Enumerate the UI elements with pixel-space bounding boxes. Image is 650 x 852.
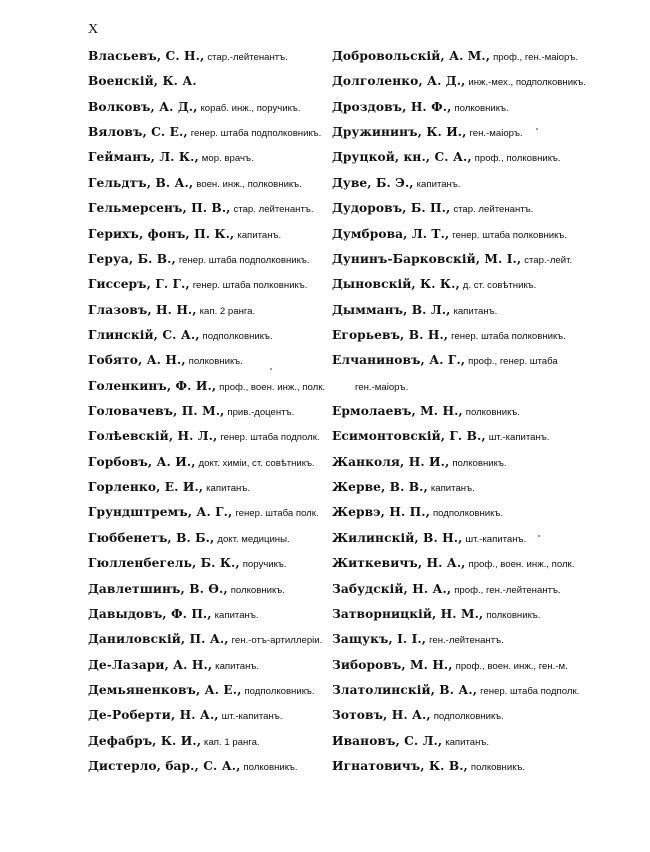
- entry-rank: полковникъ.: [188, 356, 243, 368]
- entry-name: Даниловскій, П. А.,: [88, 632, 229, 647]
- list-entry: [332, 425, 577, 450]
- entry-name: Военскій, К. А.: [88, 74, 197, 89]
- right-name-column: [332, 45, 586, 780]
- entry-name: Друцкой, кн., С. А.,: [332, 150, 472, 165]
- list-entry: [88, 755, 333, 780]
- list-entry: [88, 501, 333, 526]
- list-entry: [88, 552, 333, 577]
- entry-rank: докт. химіи, ст. совѣтникъ.: [198, 457, 315, 469]
- entry-name: Добровольскій, А. М.,: [332, 49, 491, 63]
- entry-rank: полковникъ.: [230, 584, 285, 596]
- entry-name: Есимонтовскій, Г. В.,: [332, 429, 486, 444]
- list-entry: [332, 223, 577, 248]
- entry-name: Голенкинъ, Ф. И.,: [88, 378, 217, 393]
- entry-rank: генер. штаба подполк.: [220, 432, 320, 444]
- entry-name: Дуве, Б. Э.,: [332, 175, 414, 190]
- entry-name: Гюлленбегель, Б. К.,: [88, 556, 240, 571]
- entry-rank: подполковникъ.: [432, 508, 504, 520]
- entry-name: Дроздовъ, Н. Ф.,: [332, 99, 452, 114]
- entry-name: Зиборовъ, М. Н.,: [332, 657, 453, 672]
- entry-name: Головачевъ, П. М.,: [88, 404, 225, 419]
- list-entry: [332, 476, 577, 501]
- entry-name: Жилинскій, В. Н.,: [332, 530, 463, 545]
- entry-rank: генер. штаба подполк.: [480, 685, 580, 697]
- entry-name: Златолинскій, В. А.,: [332, 682, 478, 697]
- entry-name: Геруа, Б. В.,: [88, 251, 176, 266]
- entry-name: Гюббенетъ, В. Б.,: [88, 530, 215, 545]
- entry-rank: кап. 2 ранга.: [199, 305, 256, 317]
- entry-name: Горленко, Е. И.,: [88, 480, 204, 495]
- left-name-column: [88, 45, 333, 780]
- entry-rank: генер. штаба полковникъ.: [451, 330, 566, 342]
- entry-rank: стар.-лейт.: [524, 254, 573, 266]
- entry-name: Глинскій, С. А.,: [88, 327, 200, 342]
- entry-name: Ермолаевъ, М. Н.,: [332, 404, 463, 419]
- list-entry: [88, 121, 333, 146]
- scan-speck: [538, 535, 540, 537]
- entry-name: Дефабръ, К. И.,: [88, 733, 202, 748]
- entry-rank: стар.-лейтенантъ.: [207, 52, 288, 63]
- list-entry: [332, 679, 580, 704]
- entry-rank: полковникъ.: [486, 609, 541, 621]
- entry-name: Власьевъ, С. Н.,: [88, 49, 205, 63]
- list-entry: [88, 146, 333, 171]
- entry-rank: генер. штаба полковникъ.: [192, 280, 308, 292]
- list-entry: [88, 730, 333, 755]
- entry-rank: шт.-капитанъ.: [221, 711, 283, 723]
- entry-rank: генер. штаба полк.: [235, 508, 319, 520]
- entry-rank: ген.-лейтенантъ.: [429, 635, 504, 647]
- entry-rank: генер. штаба подполковникъ.: [190, 128, 322, 140]
- entry-rank-continued: ген.-маіоръ.: [355, 381, 409, 393]
- list-entry: [332, 730, 577, 755]
- list-entry: [332, 603, 577, 628]
- entry-name: Гиссеръ, Г. Г.,: [88, 277, 190, 292]
- entry-rank: капитанъ.: [215, 660, 260, 672]
- entry-name: Де-Роберти, Н. А.,: [88, 708, 219, 723]
- entry-name: Жанколя, Н. И.,: [332, 454, 450, 469]
- list-entry: [332, 70, 586, 95]
- list-entry: [332, 400, 577, 425]
- scan-speck: [536, 128, 538, 130]
- entry-rank: полковникъ.: [470, 762, 526, 774]
- entry-name: Демьяненковъ, А. Е.,: [88, 682, 242, 697]
- list-entry: [88, 400, 333, 425]
- entry-rank: кораб. инж., поручикъ.: [200, 102, 301, 114]
- list-entry: [88, 527, 333, 552]
- list-entry: [88, 425, 333, 450]
- list-entry: [88, 654, 333, 679]
- entry-continuation: [332, 375, 577, 400]
- list-entry: [88, 70, 333, 95]
- list-entry: [88, 375, 333, 400]
- list-entry: [332, 578, 577, 603]
- entry-name: Герихъ, фонъ, П. К.,: [88, 226, 235, 241]
- entry-rank: капитанъ.: [416, 178, 461, 190]
- entry-rank: д. ст. совѣтникъ.: [462, 280, 537, 292]
- entry-name: Забудскій, Н. А.,: [332, 581, 452, 596]
- entry-rank: проф., воен. инж., ген.-м.: [455, 660, 568, 672]
- list-entry: [332, 172, 577, 197]
- entry-rank: инж.-мех., подполковникъ.: [468, 77, 586, 89]
- entry-rank: проф., генер. штаба: [468, 356, 558, 368]
- list-entry: [332, 628, 577, 653]
- list-entry: [88, 349, 333, 374]
- list-entry: [332, 527, 577, 552]
- list-entry: [88, 45, 333, 70]
- entry-rank: шт.-капитанъ.: [465, 533, 527, 545]
- list-entry: [332, 755, 577, 780]
- entry-rank: стар. лейтенантъ.: [233, 204, 314, 216]
- entry-rank: воен. инж., полковникъ.: [196, 178, 302, 190]
- entry-rank: проф., ген.-маіоръ.: [493, 52, 579, 63]
- entry-name: Думброва, Л. Т.,: [332, 226, 450, 241]
- entry-name: Игнатовичъ, К. В.,: [332, 759, 468, 774]
- entry-rank: капитанъ.: [430, 483, 475, 495]
- list-entry: [88, 197, 333, 222]
- list-entry: [332, 654, 577, 679]
- entry-name: Елчаниновъ, А. Г.,: [332, 353, 466, 368]
- entry-rank: проф., воен. инж., полк.: [219, 381, 326, 393]
- entry-rank: капитанъ.: [237, 229, 282, 241]
- entry-rank: ген.-отъ-артиллеріи.: [231, 635, 323, 647]
- entry-rank: полковникъ.: [452, 457, 507, 469]
- list-entry: [332, 146, 577, 171]
- entry-rank: поручикъ.: [242, 559, 287, 571]
- entry-rank: стар. лейтенантъ.: [453, 204, 534, 216]
- list-entry: [88, 324, 333, 349]
- entry-name: Житкевичъ, Н. А.,: [332, 556, 466, 571]
- list-entry: [88, 273, 333, 298]
- entry-rank: прив.-доцентъ.: [227, 407, 295, 419]
- list-entry: [332, 45, 577, 70]
- entry-rank: мор. врачъ.: [201, 153, 254, 165]
- list-entry: [332, 299, 577, 324]
- entry-name: Жервэ, Н. П.,: [332, 505, 430, 520]
- list-entry: [332, 552, 577, 577]
- entry-rank: подполковникъ.: [202, 330, 273, 342]
- entry-name: Гобято, А. Н.,: [88, 353, 186, 368]
- entry-rank: генер. штаба полковникъ.: [452, 229, 567, 241]
- entry-rank: подполковникъ.: [433, 711, 504, 723]
- entry-rank: ген.-маіоръ.: [469, 128, 523, 140]
- list-entry: [88, 248, 333, 273]
- entry-name: Давыдовъ, Ф. П.,: [88, 606, 212, 621]
- entry-name: Горбовъ, А. И.,: [88, 454, 196, 469]
- entry-name: Давлетшинъ, В. Ѳ.,: [88, 581, 228, 596]
- entry-name: Голѣевскій, Н. Л.,: [88, 429, 218, 444]
- list-entry: [332, 324, 577, 349]
- entry-name: Гельдтъ, В. А.,: [88, 175, 194, 190]
- entry-name: Дружининъ, К. И.,: [332, 125, 467, 140]
- entry-rank: капитанъ.: [453, 305, 498, 317]
- entry-name: Де-Лазари, А. Н.,: [88, 657, 213, 672]
- entry-rank: полковникъ.: [243, 762, 298, 774]
- list-entry: [88, 299, 333, 324]
- list-entry: [88, 628, 333, 653]
- entry-name: Дыновскій, К. К.,: [332, 277, 460, 292]
- entry-rank: подполковникъ.: [244, 685, 315, 697]
- list-entry: [88, 96, 333, 121]
- list-entry: [88, 679, 333, 704]
- list-entry: [88, 172, 333, 197]
- list-entry: [88, 223, 333, 248]
- entry-rank: докт. медицины.: [217, 533, 290, 545]
- list-entry: [332, 451, 577, 476]
- entry-name: Долголенко, А. Д.,: [332, 74, 466, 89]
- entry-name: Зотовъ, Н. А.,: [332, 708, 431, 723]
- entry-rank: капитанъ.: [445, 736, 490, 748]
- list-entry: [332, 197, 577, 222]
- scan-speck: [270, 368, 272, 370]
- entry-rank: шт.-капитанъ.: [488, 432, 550, 444]
- entry-rank: капитанъ.: [206, 483, 251, 495]
- entry-name: Глазовъ, Н. Н.,: [88, 302, 197, 317]
- entry-name: Грундштремъ, А. Г.,: [88, 505, 233, 520]
- entry-rank: кап. 1 ранга.: [204, 736, 260, 748]
- page-number: X: [88, 22, 99, 37]
- entry-name: Гельмерсенъ, П. В.,: [88, 201, 231, 216]
- entry-name: Ивановъ, С. Л.,: [332, 733, 443, 748]
- entry-rank: капитанъ.: [214, 609, 259, 621]
- list-entry: [88, 704, 333, 729]
- list-entry: [332, 704, 577, 729]
- entry-name: Дымманъ, В. Л.,: [332, 302, 451, 317]
- list-entry: [332, 96, 577, 121]
- entry-name: Дунинъ-Барковскій, М. І.,: [332, 251, 522, 266]
- entry-name: Дистерло, бар., С. А.,: [88, 759, 241, 774]
- list-entry: [332, 349, 577, 374]
- entry-name: Дудоровъ, Б. П.,: [332, 201, 451, 216]
- entry-rank: полковникъ.: [465, 407, 520, 419]
- list-entry: [332, 501, 577, 526]
- entry-rank: проф., воен. инж., полк.: [468, 559, 575, 571]
- entry-name: Егорьевъ, В. Н.,: [332, 327, 449, 342]
- list-entry: [88, 451, 333, 476]
- list-entry: [88, 578, 333, 603]
- entry-rank: проф., полковникъ.: [474, 153, 561, 165]
- entry-rank: проф., ген.-лейтенантъ.: [454, 584, 561, 596]
- entry-rank: полковникъ.: [454, 102, 509, 114]
- list-entry: [332, 121, 577, 146]
- list-entry: [332, 273, 577, 298]
- entry-name: Защукъ, І. І.,: [332, 632, 427, 647]
- list-entry: [332, 248, 577, 273]
- list-entry: [88, 603, 333, 628]
- entry-rank: генер. штаба подполковникъ.: [178, 254, 310, 266]
- entry-name: Вяловъ, С. Е.,: [88, 125, 188, 140]
- list-entry: [88, 476, 333, 501]
- entry-name: Гейманъ, Л. К.,: [88, 150, 199, 165]
- entry-name: Затворницкій, Н. М.,: [332, 606, 484, 621]
- entry-name: Жерве, В. В.,: [332, 480, 428, 495]
- entry-name: Волковъ, А. Д.,: [88, 99, 198, 114]
